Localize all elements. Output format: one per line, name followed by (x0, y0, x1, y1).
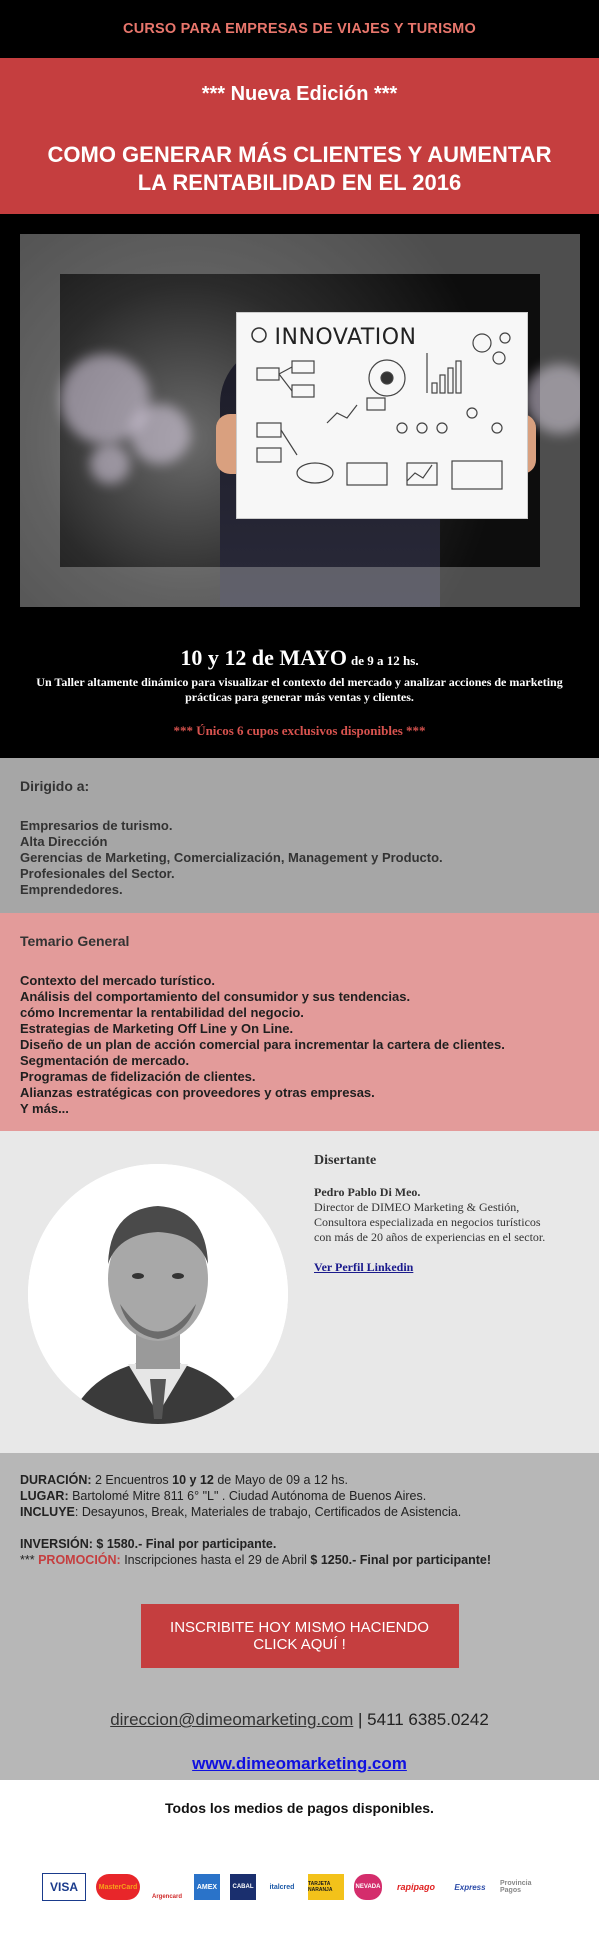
promo-text: Inscripciones hasta el 29 de Abril (120, 1553, 311, 1567)
syllabus-item: Contexto del mercado turístico. (20, 973, 216, 988)
event-dates-text: 10 y 12 de MAYO (180, 645, 348, 670)
includes-line (20, 1504, 579, 1520)
course-title: CURSO PARA EMPRESAS DE VIAJES Y TURISMO (123, 21, 476, 37)
payment-logos (42, 1873, 540, 1901)
syllabus-item: Alianzas estratégicas con proveedores y otras empresas. (20, 1085, 375, 1100)
headline (0, 141, 599, 197)
audience-section (0, 758, 599, 913)
phone-number: 5411 6385.0242 (367, 1710, 489, 1729)
place-value: Bartolomé Mitre 811 6° "L" . Ciudad Autónoma de Buenos Aires. (68, 1489, 427, 1503)
payments-section (0, 1780, 599, 1935)
edition-label: *** Nueva Edición *** (201, 83, 398, 105)
event-dates (0, 645, 599, 739)
audience-title: Dirigido a: (20, 778, 90, 794)
mastercard-logo-icon: MasterCard (96, 1874, 140, 1900)
photo-frame (20, 234, 580, 607)
details-section (0, 1453, 599, 1780)
headline-line2: LA RENTABILIDAD EN EL 2016 (137, 170, 462, 195)
speaker-portrait-icon (28, 1164, 288, 1424)
cta-wrapper (20, 1604, 579, 1668)
cupos-notice: *** Únicos 6 cupos exclusivos disponibles *** (173, 723, 426, 738)
investment-label: INVERSIÓN: $ 1580.- Final por participante. (20, 1537, 277, 1551)
speaker-bio-line: Consultora especializada en negocios turísticos (314, 1215, 541, 1229)
linkedin-link[interactable]: Ver Perfil Linkedin (314, 1260, 414, 1274)
audience-item: Alta Dirección (20, 834, 108, 849)
audience-item: Profesionales del Sector. (20, 866, 175, 881)
contact-separator: | (353, 1710, 368, 1729)
syllabus-item: Y más... (20, 1101, 69, 1116)
argencard-logo-icon: Argencard (151, 1894, 182, 1900)
duration-days: 10 y 12 (172, 1473, 214, 1487)
hero-photo (20, 234, 580, 607)
audience-item: Empresarios de turismo. (20, 818, 173, 833)
amex-logo-icon: AMEX (194, 1874, 220, 1900)
place-line (20, 1488, 579, 1504)
audience-item: Emprendedores. (20, 882, 123, 897)
cabal-logo-icon: CABAL (230, 1874, 256, 1900)
website-line (20, 1754, 579, 1774)
place-label: LUGAR: (20, 1489, 69, 1503)
payments-title: Todos los medios de pagos disponibles. (165, 1800, 434, 1816)
event-hours: de 9 a 12 hs. (351, 653, 419, 668)
contact-line (20, 1710, 579, 1730)
duration-post: de Mayo de 09 a 12 hs. (213, 1473, 348, 1487)
speaker-bio-line: Director de DIMEO Marketing & Gestión, (314, 1200, 520, 1214)
speaker-name: Pedro Pablo Di Meo. (314, 1185, 421, 1199)
syllabus-item: Estrategias de Marketing Off Line y On Line. (20, 1021, 294, 1036)
top-bar (0, 0, 599, 58)
syllabus-section (0, 913, 599, 1131)
speaker-heading: Disertante (314, 1153, 377, 1168)
speaker-avatar (28, 1164, 288, 1424)
syllabus-item: Diseño de un plan de acción comercial para incrementar la cartera de clientes. (20, 1037, 505, 1052)
duration-line (20, 1472, 579, 1488)
audience-item: Gerencias de Marketing, Comercialización, Management y Producto. (20, 850, 443, 865)
syllabus-item: cómo Incrementar la rentabilidad del negocio. (20, 1005, 304, 1020)
rapipago-logo-icon: rapipago (396, 1882, 435, 1892)
italcred-logo-icon: italcred (269, 1883, 295, 1891)
promo-price: $ 1250.- Final por participante! (310, 1553, 492, 1567)
hero-banner (0, 58, 599, 214)
duration-pre: 2 Encuentros (91, 1473, 173, 1487)
event-description: Un Taller altamente dinámico para visualizar el contexto del mercado y analizar acciones de marketing prácticas para generar más ventas y clientes. (36, 675, 563, 704)
provincia-pagos-logo-icon: Provincia Pagos (500, 1880, 532, 1894)
syllabus-item: Análisis del comportamiento del consumidor y sus tendencias. (20, 989, 411, 1004)
speaker-bio-line: con más de 20 años de experiencias en el sector. (314, 1230, 546, 1244)
investment-line (20, 1536, 579, 1552)
syllabus-title: Temario General (20, 933, 130, 949)
pagofacil-logo-icon: Express (454, 1882, 486, 1892)
email-link[interactable]: direccion@dimeomarketing.com (110, 1710, 354, 1729)
board-title: INNOVATION (274, 325, 417, 350)
speaker-info (314, 1153, 584, 1276)
syllabus-item: Programas de fidelización de clientes. (20, 1069, 256, 1084)
headline-line1: COMO GENERAR MÁS CLIENTES Y AUMENTAR (47, 142, 552, 167)
speaker-section (0, 1131, 599, 1453)
visa-logo-icon: VISA (42, 1873, 86, 1901)
website-link[interactable]: www.dimeomarketing.com (192, 1754, 407, 1773)
naranja-logo-icon: TARJETA NARANJA (308, 1874, 344, 1900)
duration-label: DURACIÓN: (20, 1473, 92, 1487)
includes-value: : Desayunos, Break, Materiales de trabajo, Certificados de Asistencia. (74, 1505, 462, 1519)
syllabus-item: Segmentación de mercado. (20, 1053, 190, 1068)
promo-label: PROMOCIÓN: (38, 1553, 121, 1567)
promo-prefix: *** (20, 1553, 39, 1567)
promo-line (20, 1552, 579, 1568)
event-section (0, 214, 599, 758)
signup-button[interactable]: INSCRIBITE HOY MISMO HACIENDO CLICK AQUÍ ! (141, 1604, 459, 1668)
includes-label: INCLUYE (20, 1505, 75, 1519)
nevada-logo-icon: NEVADA (354, 1874, 382, 1900)
